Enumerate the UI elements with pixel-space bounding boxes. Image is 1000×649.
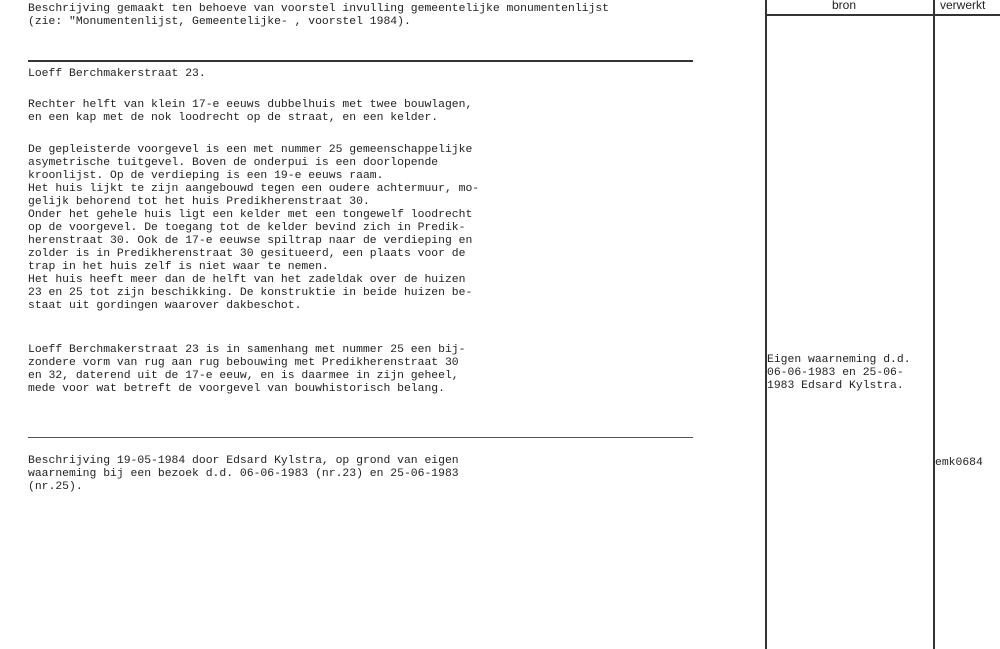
column-border [765, 0, 767, 649]
text-line: (nr.25). [28, 481, 83, 493]
text-line: 23 en 25 tot zijn beschikking. De konstruktie in beide huizen be- [28, 287, 473, 299]
text-line: Rechter helft van klein 17-e eeuws dubbelhuis met twee bouwlagen, [28, 99, 473, 111]
text-line: 06-06-1983 en 25-06- [767, 367, 904, 379]
text-line: staat uit gordingen waarover dakbeschot. [28, 300, 302, 312]
text-line: (zie: "Monumentenlijst, Gemeentelijke- , voorstel 1984). [28, 16, 411, 28]
footer-text [28, 455, 459, 494]
document-title: Loeff Berchmakerstraat 23. [28, 68, 206, 80]
text-line: gelijk behorend tot het huis Predikherenstraat 30. [28, 196, 370, 208]
text-line: zondere vorm van rug aan rug bebouwing met Predikherenstraat 30 [28, 357, 459, 369]
paragraph-3 [28, 344, 465, 396]
column-header-bron: bron [832, 0, 857, 12]
bron-text [767, 354, 911, 393]
header-border [765, 14, 1000, 16]
text-line: asymetrische tuitgevel. Boven de onderpui is een doorlopende [28, 157, 439, 169]
text-line: Onder het gehele huis ligt een kelder met een tongewelf loodrecht [28, 209, 473, 221]
text-line: zolder is in Predikherenstraat 30 gesitueerd, een plaats voor de [28, 248, 466, 260]
text-line: Eigen waarneming d.d. [767, 354, 911, 366]
text-line: waarneming bij een bezoek d.d. 06-06-1983 (nr.23) en 25-06-1983 [28, 468, 459, 480]
text-line: en 32, daterend uit de 17-e eeuw, en is daarmee in zijn geheel, [28, 370, 459, 382]
text-line: Beschrijving gemaakt ten behoeve van voorstel invulling gemeentelijke monumentenlijst [28, 3, 610, 15]
text-line: op de voorgevel. De toegang tot de kelder bevind zich in Predik- [28, 222, 466, 234]
paragraph-1 [28, 99, 472, 125]
text-line: trap in het huis zelf is niet waar te nemen. [28, 261, 329, 273]
header-text [28, 3, 609, 29]
text-line: herenstraat 30. Ook de 17-e eeuwse spiltrap naar de verdieping en [28, 235, 473, 247]
text-line: Beschrijving 19-05-1984 door Edsard Kylstra, op grond van eigen [28, 455, 459, 467]
text-line: en een kap met de nok loodrecht op de straat, en een kelder. [28, 112, 439, 124]
verwerkt-code: emk0684 [935, 457, 983, 469]
paragraph-2 [28, 144, 479, 313]
text-line: kroonlijst. Op de verdieping is een 19-e eeuws raam. [28, 170, 384, 182]
text-line: mede voor wat betreft de voorgevel van bouwhistorisch belang. [28, 383, 445, 395]
divider [28, 437, 693, 438]
column-header-verwerkt: verwerkt [940, 0, 986, 12]
text-line: 1983 Edsard Kylstra. [767, 380, 904, 392]
text-line: Het huis heeft meer dan de helft van het zadeldak over de huizen [28, 274, 466, 286]
text-line: De gepleisterde voorgevel is een met nummer 25 gemeenschappelijke [28, 144, 473, 156]
text-line: Loeff Berchmakerstraat 23 is in samenhang met nummer 25 een bij- [28, 344, 466, 356]
divider [28, 60, 693, 62]
text-line: Het huis lijkt te zijn aangebouwd tegen een oudere achtermuur, mo- [28, 183, 480, 195]
column-border [933, 0, 935, 649]
